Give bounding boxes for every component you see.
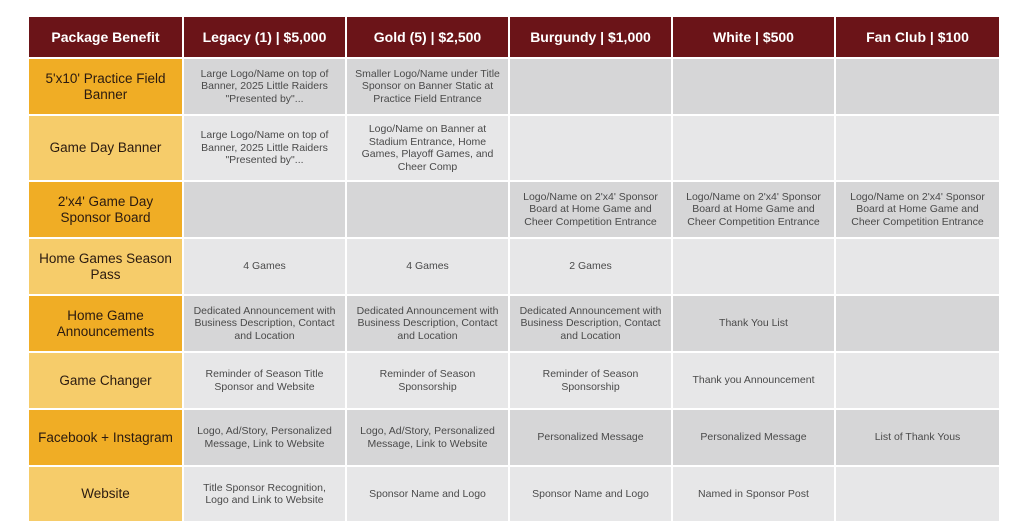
table-cell: Logo, Ad/Story, Personalized Message, Link to Website xyxy=(347,408,510,465)
table-cell xyxy=(836,294,999,351)
row-label: Game Changer xyxy=(29,351,184,408)
table-cell: Thank You List xyxy=(673,294,836,351)
table-cell: List of Thank Yous xyxy=(836,408,999,465)
table-cell: Sponsor Name and Logo xyxy=(347,465,510,521)
table-cell: Sponsor Name and Logo xyxy=(510,465,673,521)
table-cell xyxy=(836,351,999,408)
table-cell xyxy=(510,57,673,114)
sponsorship-table-container xyxy=(29,17,999,521)
table-cell: Named in Sponsor Post xyxy=(673,465,836,521)
table-cell xyxy=(836,237,999,294)
table-cell: Personalized Message xyxy=(510,408,673,465)
table-cell: Large Logo/Name on top of Banner, 2025 Little Raiders "Presented by"... xyxy=(184,57,347,114)
header-row xyxy=(29,17,999,57)
table-row xyxy=(29,57,999,114)
table-row xyxy=(29,180,999,237)
table-cell xyxy=(184,180,347,237)
table-cell: Logo/Name on 2'x4' Sponsor Board at Home Game and Cheer Competition Entrance xyxy=(836,180,999,237)
table-row xyxy=(29,408,999,465)
table-row xyxy=(29,465,999,521)
row-label: 5'x10' Practice Field Banner xyxy=(29,57,184,114)
table-row xyxy=(29,294,999,351)
table-cell xyxy=(673,114,836,180)
header-white: White | $500 xyxy=(673,17,836,57)
row-label: Website xyxy=(29,465,184,521)
table-cell: Logo/Name on Banner at Stadium Entrance, Home Games, Playoff Games, and Cheer Comp xyxy=(347,114,510,180)
table-cell xyxy=(673,237,836,294)
table-cell: 4 Games xyxy=(184,237,347,294)
table-cell xyxy=(836,57,999,114)
header-package-benefit: Package Benefit xyxy=(29,17,184,57)
table-cell: Reminder of Season Title Sponsor and Website xyxy=(184,351,347,408)
header-gold: Gold (5) | $2,500 xyxy=(347,17,510,57)
table-cell: 2 Games xyxy=(510,237,673,294)
table-cell: Smaller Logo/Name under Title Sponsor on Banner Static at Practice Field Entrance xyxy=(347,57,510,114)
table-cell: Dedicated Announcement with Business Description, Contact and Location xyxy=(347,294,510,351)
table-row xyxy=(29,237,999,294)
table-cell: Dedicated Announcement with Business Description, Contact and Location xyxy=(510,294,673,351)
table-cell: Dedicated Announcement with Business Description, Contact and Location xyxy=(184,294,347,351)
table-cell: Logo/Name on 2'x4' Sponsor Board at Home Game and Cheer Competition Entrance xyxy=(673,180,836,237)
table-cell xyxy=(836,114,999,180)
header-burgundy: Burgundy | $1,000 xyxy=(510,17,673,57)
sponsorship-benefits-table xyxy=(29,17,999,521)
table-cell xyxy=(347,180,510,237)
table-cell xyxy=(836,465,999,521)
table-cell: Logo, Ad/Story, Personalized Message, Link to Website xyxy=(184,408,347,465)
table-cell: Reminder of Season Sponsorship xyxy=(347,351,510,408)
header-legacy: Legacy (1) | $5,000 xyxy=(184,17,347,57)
table-cell: Reminder of Season Sponsorship xyxy=(510,351,673,408)
table-cell: Personalized Message xyxy=(673,408,836,465)
header-fan-club: Fan Club | $100 xyxy=(836,17,999,57)
table-cell: 4 Games xyxy=(347,237,510,294)
table-cell: Thank you Announcement xyxy=(673,351,836,408)
table-cell: Logo/Name on 2'x4' Sponsor Board at Home Game and Cheer Competition Entrance xyxy=(510,180,673,237)
row-label: Home Games Season Pass xyxy=(29,237,184,294)
row-label: Facebook + Instagram xyxy=(29,408,184,465)
table-cell xyxy=(510,114,673,180)
table-cell: Title Sponsor Recognition, Logo and Link to Website xyxy=(184,465,347,521)
row-label: Game Day Banner xyxy=(29,114,184,180)
row-label: 2'x4' Game Day Sponsor Board xyxy=(29,180,184,237)
table-row xyxy=(29,351,999,408)
table-row xyxy=(29,114,999,180)
table-cell xyxy=(673,57,836,114)
table-cell: Large Logo/Name on top of Banner, 2025 Little Raiders "Presented by"... xyxy=(184,114,347,180)
row-label: Home Game Announcements xyxy=(29,294,184,351)
